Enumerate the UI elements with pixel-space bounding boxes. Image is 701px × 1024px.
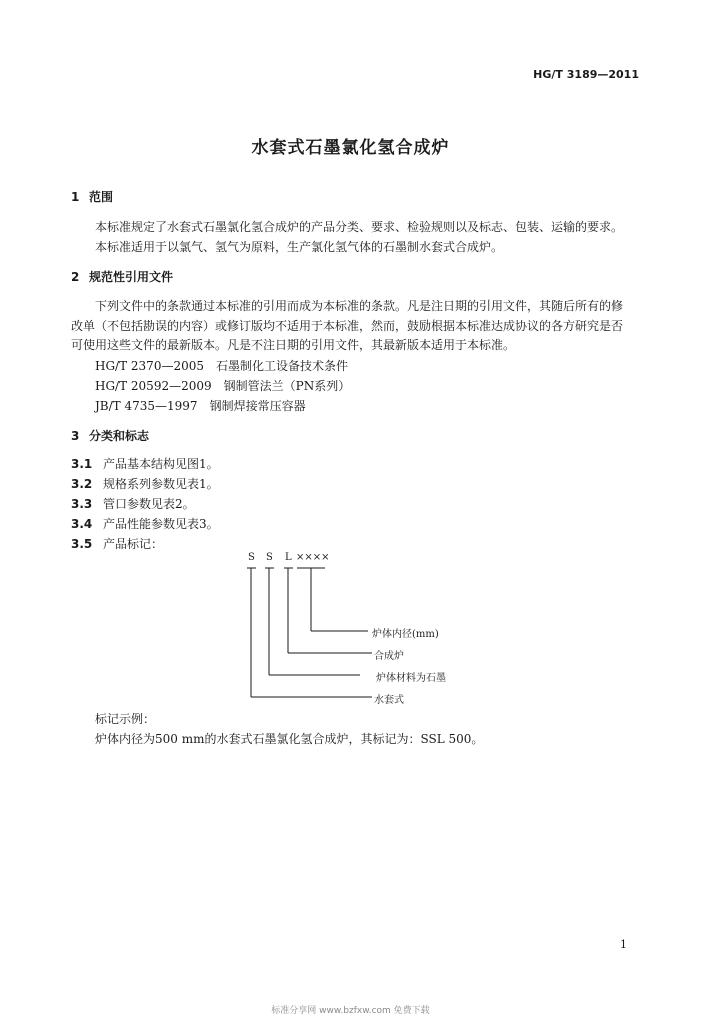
marking-label-diameter: 炉体内径(mm) bbox=[372, 629, 439, 640]
marking-letter-s2: S bbox=[266, 552, 273, 563]
marking-letter-s1: S bbox=[248, 552, 255, 563]
document-title: 水套式石墨氯化氢合成炉 bbox=[251, 138, 450, 158]
reference-title: 钢制焊接常压容器 bbox=[209, 399, 306, 413]
marking-label-furnace: 合成炉 bbox=[374, 651, 404, 662]
section-1-heading bbox=[71, 188, 113, 205]
reference-code: HG/T 2370—2005 bbox=[95, 359, 204, 373]
clause-number: 3.1 bbox=[71, 457, 93, 471]
clause-text: 产品基本结构见图1。 bbox=[103, 457, 219, 471]
section-title: 范围 bbox=[89, 190, 114, 204]
reference-code: HG/T 20592—2009 bbox=[95, 379, 212, 393]
clause-text: 产品标记： bbox=[103, 537, 164, 551]
clause-text: 管口参数见表2。 bbox=[103, 497, 195, 511]
example-title: 标记示例： bbox=[95, 712, 156, 726]
clause-number: 3.2 bbox=[71, 477, 93, 491]
reference-item bbox=[95, 377, 350, 394]
section-3-heading bbox=[71, 427, 149, 444]
marking-label-water-jacket: 水套式 bbox=[374, 695, 404, 706]
page-number: 1 bbox=[620, 938, 627, 951]
s2-paragraph: 下列文件中的条款通过本标准的引用而成为本标准的条款。凡是注日期的引用文件，其随后所有的修改单（不包括勘误的内容）或修订版均不适用于本标准，然而，鼓励根据本标准达成协议的各方研究是否可使用这些文件的最新版本。凡是不注日期的引用文件，其最新版本适用于本标准。 bbox=[71, 299, 624, 353]
s1-paragraph-2: 本标准适用于以氯气、氢气为原料，生产氯化氢气体的石墨制水套式合成炉。 bbox=[95, 240, 504, 254]
clause-number: 3.5 bbox=[71, 537, 93, 551]
section-2-heading bbox=[71, 268, 173, 285]
standard-number: HG/T 3189—2011 bbox=[533, 68, 639, 81]
clause-number: 3.4 bbox=[71, 517, 93, 531]
reference-title: 石墨制化工设备技术条件 bbox=[216, 359, 349, 373]
marking-letter-x: ×××× bbox=[296, 552, 330, 563]
reference-item bbox=[95, 357, 348, 374]
clause-text: 产品性能参数见表3。 bbox=[103, 517, 219, 531]
footer-watermark: 标准分享网 www.bzfxw.com 免费下载 bbox=[271, 1006, 430, 1016]
clause-item bbox=[71, 535, 163, 552]
section-number: 3 bbox=[71, 429, 80, 443]
section-number: 2 bbox=[71, 270, 80, 284]
clause-item bbox=[71, 495, 195, 512]
reference-title: 钢制管法兰（PN系列） bbox=[223, 379, 351, 393]
reference-code: JB/T 4735—1997 bbox=[95, 399, 198, 413]
clause-item bbox=[71, 515, 219, 532]
section-title: 分类和标志 bbox=[89, 429, 150, 443]
clause-number: 3.3 bbox=[71, 497, 93, 511]
clause-item bbox=[71, 475, 219, 492]
s1-paragraph-1: 本标准规定了水套式石墨氯化氢合成炉的产品分类、要求、检验规则以及标志、包装、运输的要求。 bbox=[95, 220, 624, 234]
marking-label-material: 炉体材料为石墨 bbox=[376, 673, 446, 684]
marking-letter-l: L bbox=[285, 552, 292, 563]
section-number: 1 bbox=[71, 190, 80, 204]
section-title: 规范性引用文件 bbox=[89, 270, 174, 284]
clause-text: 规格系列参数见表1。 bbox=[103, 477, 219, 491]
clause-item bbox=[71, 455, 219, 472]
reference-item bbox=[95, 397, 306, 414]
example-text: 炉体内径为500 mm的水套式石墨氯化氢合成炉，其标记为：SSL 500。 bbox=[95, 732, 484, 746]
